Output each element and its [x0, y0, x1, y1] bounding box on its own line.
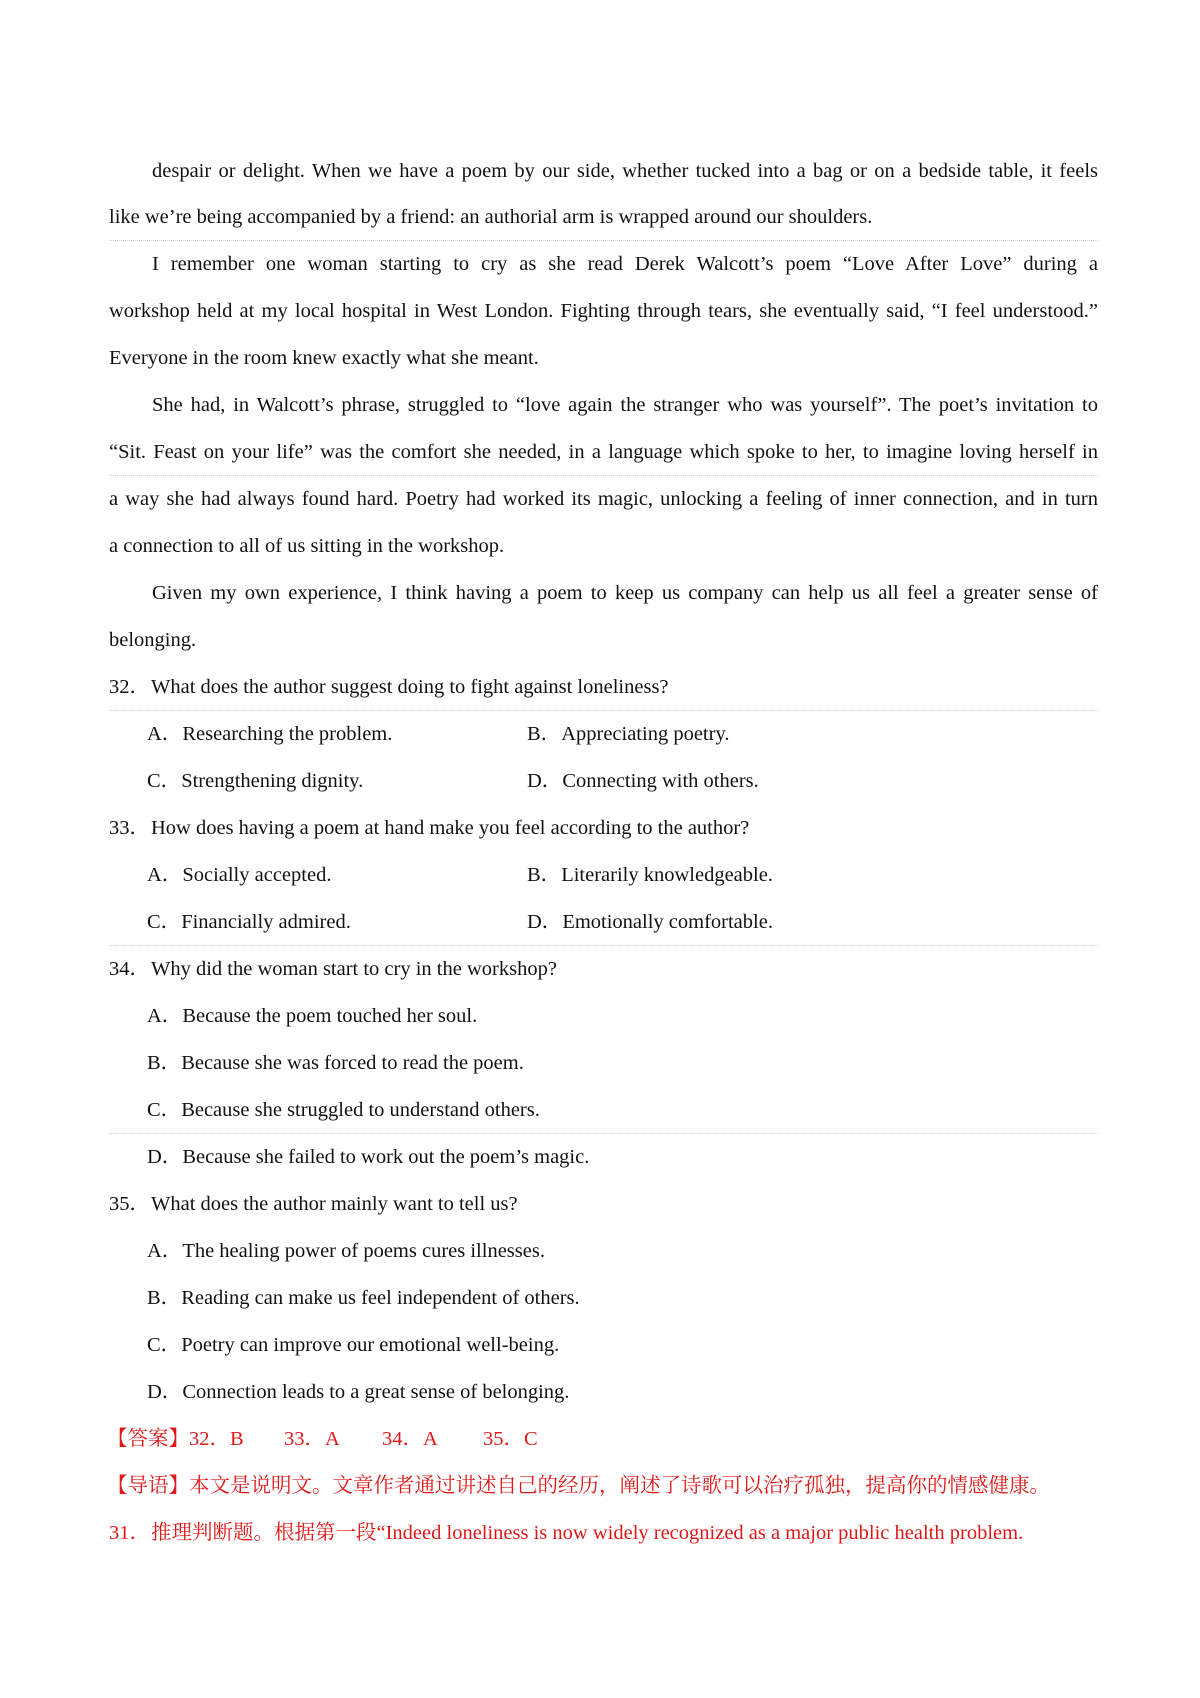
option-d: [147, 1143, 589, 1171]
passage-line: I remember one woman starting to cry as she read Derek Walcott’s poem “Love After Love” during a: [152, 253, 1098, 275]
passage-line: workshop held at my local hospital in West London. Fighting through tears, she eventually said, “I feel understood.”: [109, 300, 1098, 322]
option-letter: D．: [527, 770, 563, 792]
option-b: [147, 1284, 580, 1312]
option-d: [147, 1378, 569, 1406]
option-text: Poetry can improve our emotional well-being.: [181, 1334, 560, 1356]
option-b: [147, 1049, 524, 1077]
option-letter: D．: [147, 1146, 183, 1168]
option-c: [147, 767, 363, 795]
answer-item: 34．A: [382, 1428, 438, 1450]
option-b: [527, 861, 773, 889]
option-text: Because she failed to work out the poem’s magic.: [182, 1146, 590, 1168]
question-number: 33．: [109, 817, 150, 839]
dotted-rule: [109, 945, 1098, 946]
question-32: [109, 673, 669, 701]
option-d: [527, 767, 759, 795]
answer-key: [107, 1425, 538, 1453]
option-letter: A．: [147, 1240, 183, 1262]
option-b: [527, 720, 730, 748]
option-text: The healing power of poems cures illnesses.: [182, 1240, 545, 1262]
option-text: Because she was forced to read the poem.: [181, 1052, 524, 1074]
option-letter: B．: [527, 723, 562, 745]
question-number: 34．: [109, 958, 150, 980]
option-letter: C．: [147, 1334, 182, 1356]
question-text: What does the author suggest doing to fight against loneliness?: [151, 676, 669, 698]
option-letter: A．: [147, 1005, 183, 1027]
option-text: Strengthening dignity.: [181, 770, 364, 792]
option-text: Connecting with others.: [562, 770, 759, 792]
analysis-text: 推理判断题。根据第一段“Indeed loneliness is now widely recognized as a major public health problem.: [151, 1522, 1024, 1544]
answer-label: 【答案】: [107, 1428, 189, 1450]
question-text: How does having a poem at hand make you feel according to the author?: [151, 817, 750, 839]
option-d: [527, 908, 773, 936]
passage-line: a way she had always found hard. Poetry had worked its magic, unlocking a feeling of inner connection, and in turn: [109, 488, 1098, 510]
answer-item: 32．B: [189, 1428, 244, 1450]
option-c: [147, 1096, 540, 1124]
option-letter: B．: [147, 1052, 182, 1074]
option-letter: D．: [147, 1381, 183, 1403]
option-text: Literarily knowledgeable.: [561, 864, 773, 886]
option-letter: B．: [527, 864, 562, 886]
dotted-rule: [109, 240, 1098, 241]
option-letter: A．: [147, 864, 183, 886]
passage-line: a connection to all of us sitting in the workshop.: [109, 535, 505, 557]
option-letter: A．: [147, 723, 183, 745]
question-text: What does the author mainly want to tell us?: [151, 1193, 518, 1215]
option-c: [147, 1331, 559, 1359]
option-letter: B．: [147, 1287, 182, 1309]
guide-label: 【导语】: [107, 1475, 189, 1497]
passage-line: She had, in Walcott’s phrase, struggled to “love again the stranger who was yourself”. The poet’s invitation to: [152, 394, 1098, 416]
guide-line: [107, 1472, 1050, 1500]
option-letter: C．: [147, 1099, 182, 1121]
option-letter: D．: [527, 911, 563, 933]
question-34: [109, 955, 557, 983]
option-a: [147, 720, 392, 748]
passage-line: “Sit. Feast on your life” was the comfort she needed, in a language which spoke to her, to imagine loving herself in: [109, 441, 1098, 463]
dotted-rule: [109, 1133, 1098, 1134]
question-33: [109, 814, 749, 842]
analysis-number: 31．: [109, 1522, 150, 1544]
dotted-rule: [109, 475, 1098, 476]
option-letter: C．: [147, 911, 182, 933]
option-text: Appreciating poetry.: [561, 723, 730, 745]
option-text: Because the poem touched her soul.: [182, 1005, 478, 1027]
option-a: [147, 1237, 545, 1265]
option-letter: C．: [147, 770, 182, 792]
passage-line: despair or delight. When we have a poem by our side, whether tucked into a bag or on a bedside table, it feels: [152, 160, 1098, 182]
question-35: [109, 1190, 518, 1218]
option-a: [147, 1002, 477, 1030]
option-text: Connection leads to a great sense of belonging.: [182, 1381, 570, 1403]
option-text: Financially admired.: [181, 911, 351, 933]
option-c: [147, 908, 351, 936]
question-number: 32．: [109, 676, 150, 698]
guide-text: 本文是说明文。文章作者通过讲述自己的经历，阐述了诗歌可以治疗孤独，提高你的情感健康。: [189, 1475, 1050, 1497]
dotted-rule: [109, 710, 1098, 711]
answer-item: 35．C: [483, 1428, 538, 1450]
option-text: Researching the problem.: [182, 723, 393, 745]
passage-line: like we’re being accompanied by a friend: an authorial arm is wrapped around our shoulders.: [109, 206, 873, 228]
question-text: Why did the woman start to cry in the workshop?: [151, 958, 557, 980]
passage-line: belonging.: [109, 629, 197, 651]
option-text: Reading can make us feel independent of others.: [181, 1287, 580, 1309]
option-text: Emotionally comfortable.: [562, 911, 773, 933]
passage-line: Everyone in the room knew exactly what she meant.: [109, 347, 539, 369]
option-a: [147, 861, 331, 889]
question-number: 35．: [109, 1193, 150, 1215]
option-text: Because she struggled to understand others.: [181, 1099, 540, 1121]
option-text: Socially accepted.: [182, 864, 332, 886]
passage-line: Given my own experience, I think having a poem to keep us company can help us all feel a greater sense of: [152, 582, 1098, 604]
answer-item: 33．A: [284, 1428, 340, 1450]
analysis-line: [109, 1519, 1023, 1547]
